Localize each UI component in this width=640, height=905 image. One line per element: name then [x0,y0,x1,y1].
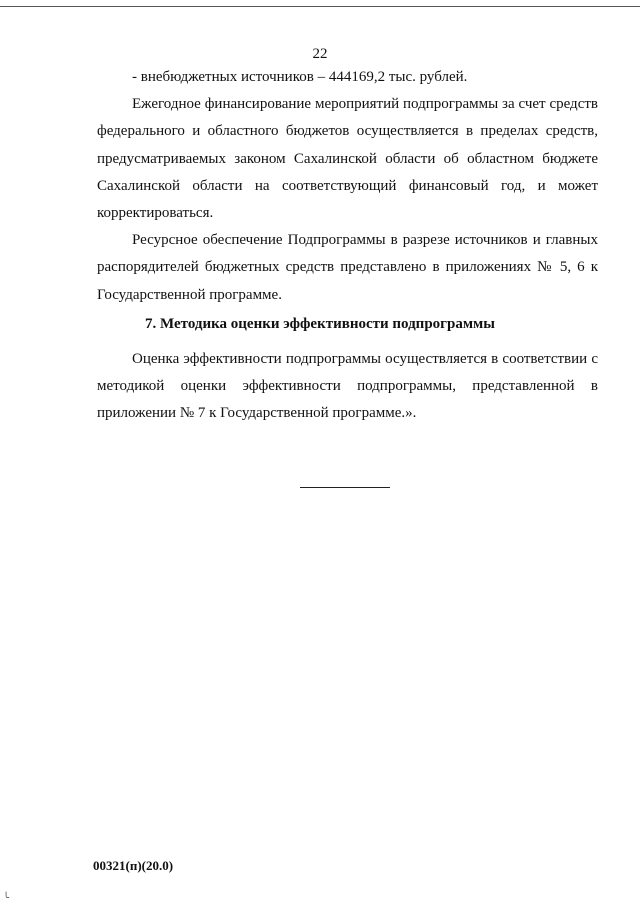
body-text-top [97,64,598,309]
document-footer-code: 00321(п)(20.0) [93,858,174,873]
paragraph-annual-financing: Ежегодное финансирование мероприятий подпрограммы за счет средств федерального и областного бюджетов осуществляется в пределах средств, предусматриваемых законом Сахалинской области об областном бюджете Сахалинской области на соответствующий финансовый год, и может корректироваться. [97,96,598,222]
body-text-bottom [97,346,598,428]
paragraph-efficiency-evaluation: Оценка эффективности подпрограммы осуществляется в соответствии с методикой оценки эффективности подпрограммы, представленной в приложении № 7 к Государственной программе.». [97,351,598,422]
corner-mark: ╰ [3,893,10,904]
scan-edge-line [0,6,640,7]
page-number: 22 [312,46,328,62]
end-separator-line [300,487,390,488]
section-heading: 7. Методика оценки эффективности подпрограммы [145,316,495,332]
paragraph-resource-provision: Ресурсное обеспечение Подпрограммы в разрезе источников и главных распорядителей бюджетных средств представлено в приложениях № 5, 6 к Государственной программе. [97,232,598,303]
paragraph-funding-extrabudgetary: - внебюджетных источников – 444169,2 тыс. рублей. [132,69,468,85]
